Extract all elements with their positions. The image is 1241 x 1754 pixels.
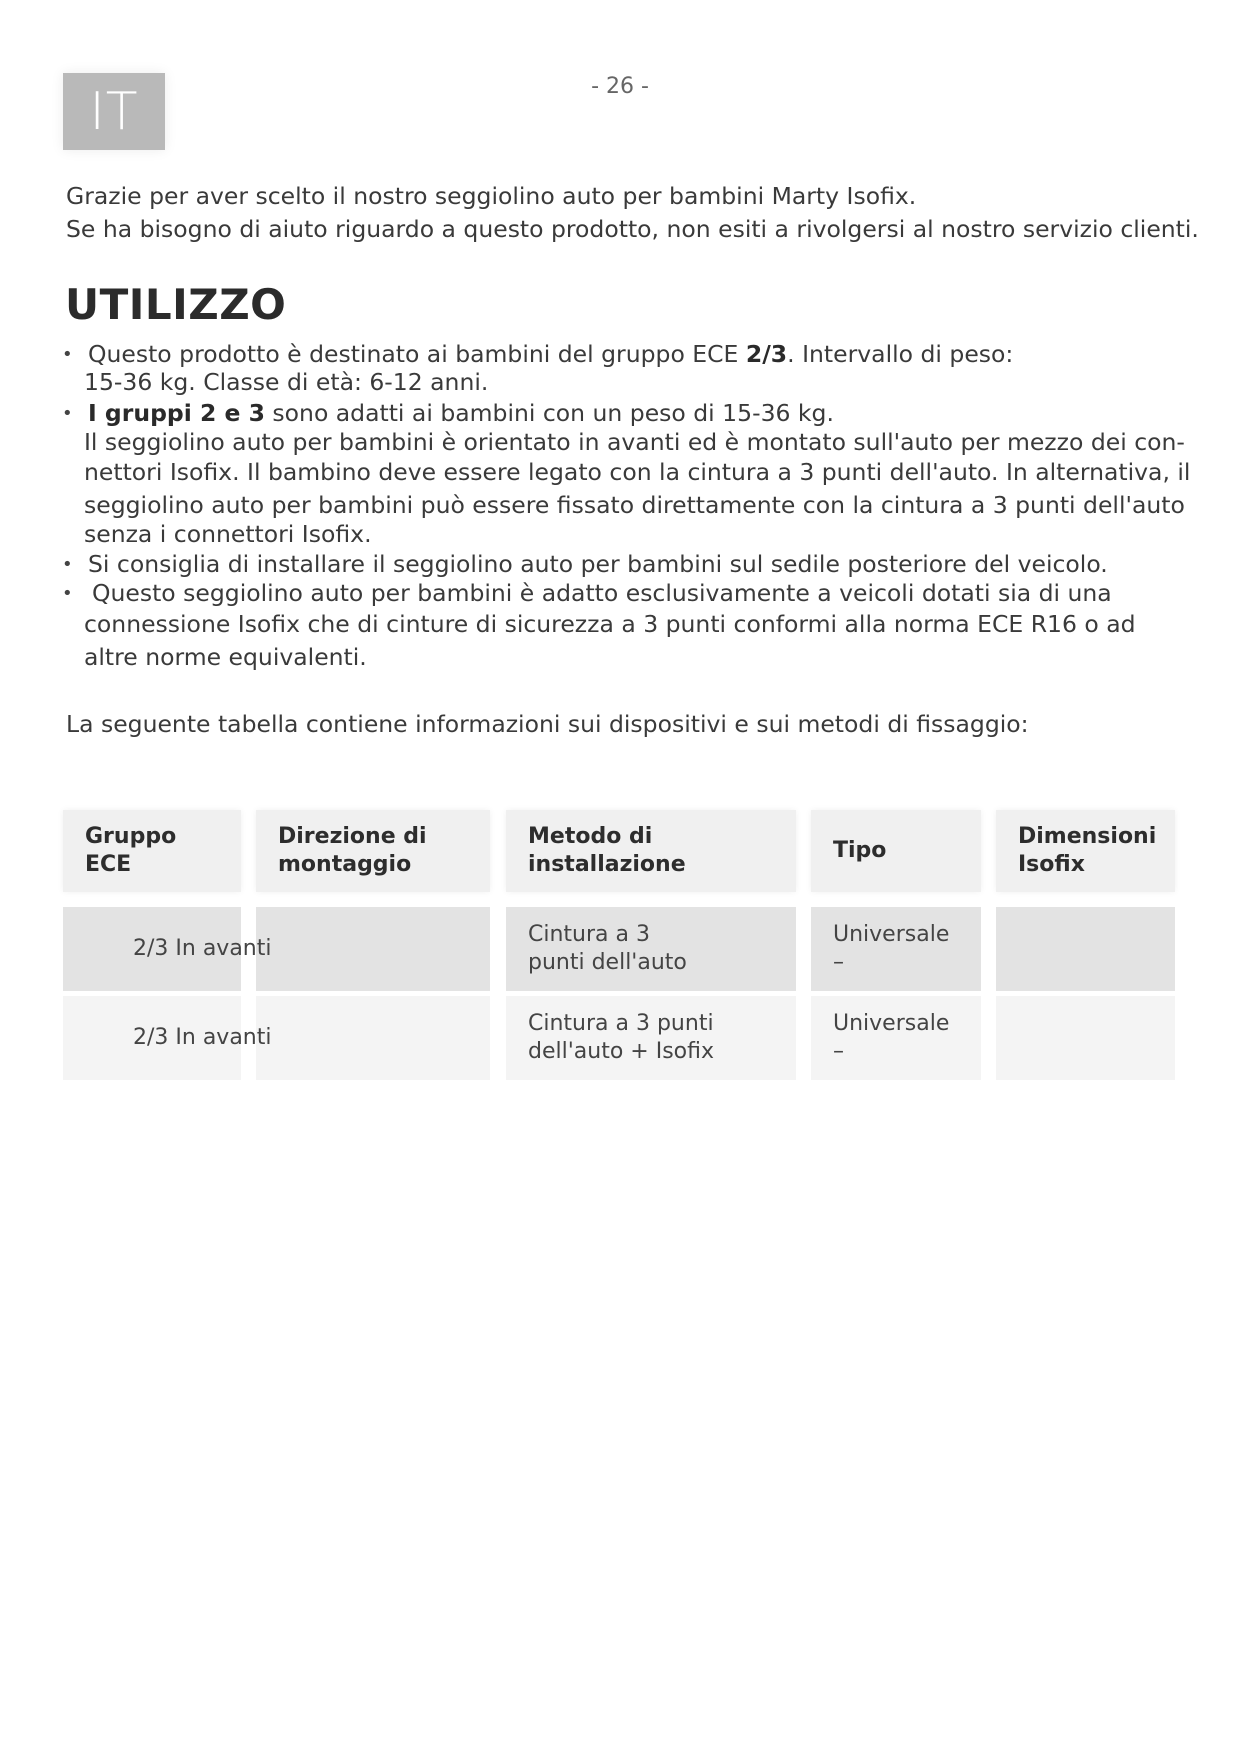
table-cell-group — [63, 907, 272, 991]
item-bold-text: I gruppi 2 e 3 — [88, 399, 265, 427]
page-number: - 26 - — [591, 74, 649, 99]
item-text: Questo seggiolino auto per bambini è adatto esclusivamente a veicoli dotati sia di una — [92, 579, 1112, 607]
table-cell-type: Universale – — [811, 996, 981, 1080]
table-header-cell: Metodo di installazione — [506, 810, 796, 892]
item-text: Si consiglia di installare il seggiolino auto per bambini sul sedile posteriore del veicolo. — [88, 550, 1108, 578]
item-text: sono adatti ai bambini con un peso di 15-36 kg. — [264, 399, 834, 427]
table-intro: La seguente tabella contiene informazioni sui dispositivi e sui metodi di fissaggio: — [66, 710, 1029, 738]
table-row-1-bg — [256, 907, 490, 991]
bullet-icon: • — [62, 403, 73, 424]
table-cell-isofix — [996, 907, 1175, 991]
item-continuation: altre norme equivalenti. — [84, 643, 367, 671]
installation-table — [63, 810, 1175, 1080]
item-continuation: 15-36 kg. Classe di età: 6-12 anni. — [84, 368, 489, 396]
intro-line: Grazie per aver scelto il nostro seggiolino auto per bambini Marty Isofix. — [66, 182, 917, 210]
bullet-icon: • — [62, 344, 73, 365]
item-continuation: nettori Isofix. Il bambino deve essere legato con la cintura a 3 punti dell'auto. In alternativa, il — [84, 458, 1191, 486]
bullet-icon: • — [62, 554, 73, 575]
item-text: . Intervallo di peso: — [787, 340, 1014, 368]
item-continuation: Il seggiolino auto per bambini è orientato in avanti ed è montato sull'auto per mezzo dei con- — [84, 428, 1185, 456]
bullet-icon: • — [62, 583, 73, 604]
item-bold-text: 2/3 — [745, 340, 788, 368]
item-continuation: seggiolino auto per bambini può essere fissato direttamente con la cintura a 3 punti dell'auto — [84, 491, 1185, 519]
intro-line: Se ha bisogno di aiuto riguardo a questo prodotto, non esiti a rivolgersi al nostro servizio clienti. — [66, 215, 1199, 243]
table-cell-text: 2/3 In avanti — [133, 936, 272, 961]
table-row-2-bg — [256, 996, 490, 1080]
item-continuation: senza i connettori Isofix. — [84, 520, 372, 548]
item-continuation: connessione Isofix che di cinture di sicurezza a 3 punti conformi alla norma ECE R16 o ad — [84, 610, 1136, 638]
list-item — [62, 579, 1202, 674]
usage-list — [62, 340, 1202, 674]
table-cell-type: Universale – — [811, 907, 981, 991]
table-cell-group — [63, 996, 272, 1080]
table-cell-method: Cintura a 3 punti dell'auto + Isofix — [506, 996, 796, 1080]
list-item — [62, 399, 1202, 546]
table-header-cell: Gruppo ECE — [63, 810, 241, 892]
list-item — [62, 550, 1202, 579]
language-badge: IT — [63, 73, 165, 150]
table-cell-isofix — [996, 996, 1175, 1080]
table-header-cell: Dimensioni Isofix — [996, 810, 1175, 892]
table-cell-text: 2/3 In avanti — [133, 1025, 272, 1050]
list-item — [62, 340, 1202, 395]
intro-text — [66, 180, 1206, 246]
table-cell-method: Cintura a 3 punti dell'auto — [506, 907, 796, 991]
item-text: Questo prodotto è destinato ai bambini del gruppo ECE — [88, 340, 746, 368]
section-title: UTILIZZO — [65, 280, 287, 329]
table-header-cell: Tipo — [811, 810, 981, 892]
table-header-cell: Direzione di montaggio — [256, 810, 490, 892]
